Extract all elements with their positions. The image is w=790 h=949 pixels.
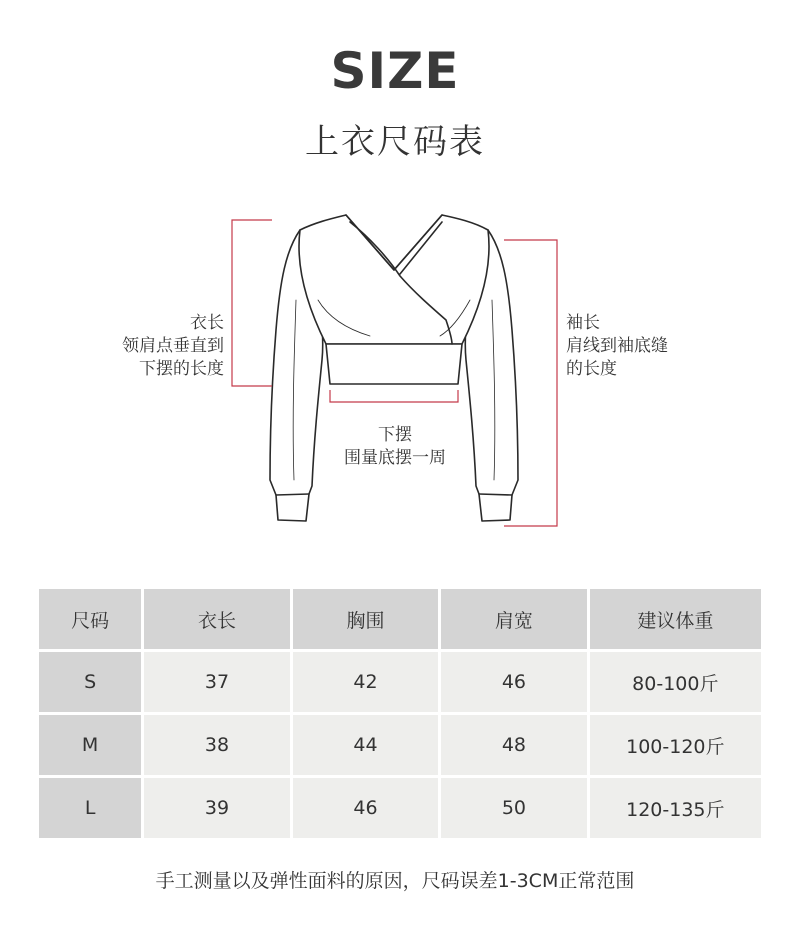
table-row bbox=[38, 777, 763, 840]
body-length-line-1: 衣长 bbox=[190, 313, 224, 333]
sleeve-length-line-3: 的长度 bbox=[566, 359, 617, 379]
table-row bbox=[38, 651, 763, 714]
hem-line-1: 下摆 bbox=[378, 425, 412, 445]
row-size: S bbox=[38, 651, 143, 714]
sleeve-length-line-2: 肩线到袖底缝 bbox=[566, 336, 668, 356]
page-subtitle: 上衣尺码表 bbox=[305, 122, 485, 162]
table-cell: 48 bbox=[440, 714, 588, 777]
right-cuff-line bbox=[479, 494, 512, 495]
table-cell: 37 bbox=[143, 651, 291, 714]
garment-body bbox=[299, 215, 489, 344]
row-size: M bbox=[38, 714, 143, 777]
table-cell: 38 bbox=[143, 714, 291, 777]
table-cell: 100-120斤 bbox=[588, 714, 762, 777]
table-cell: 50 bbox=[440, 777, 588, 840]
table-cell: 46 bbox=[440, 651, 588, 714]
hem-band bbox=[326, 344, 462, 384]
crop-top-illustration bbox=[270, 215, 518, 521]
sleeve-length-line-1: 袖长 bbox=[566, 313, 600, 333]
table-cell: 80-100斤 bbox=[588, 651, 762, 714]
body-length-bracket bbox=[232, 220, 272, 386]
table-cell: 39 bbox=[143, 777, 291, 840]
body-length-note bbox=[60, 312, 224, 381]
table-cell: 44 bbox=[291, 714, 439, 777]
header-weight: 建议体重 bbox=[588, 588, 762, 651]
table-row bbox=[38, 714, 763, 777]
measurement-footnote: 手工测量以及弹性面料的原因，尺码误差1-3CM正常范围 bbox=[155, 870, 635, 892]
row-size: L bbox=[38, 777, 143, 840]
left-cuff-line bbox=[276, 494, 309, 495]
body-length-line-3: 下摆的长度 bbox=[139, 359, 224, 379]
header-size: 尺码 bbox=[38, 588, 143, 651]
table-cell: 46 bbox=[291, 777, 439, 840]
table-header-row bbox=[38, 588, 763, 651]
sleeve-length-note bbox=[566, 312, 766, 381]
header-body-length: 衣长 bbox=[143, 588, 291, 651]
table-cell: 120-135斤 bbox=[588, 777, 762, 840]
page-title: SIZE bbox=[330, 42, 460, 100]
header-shoulder: 肩宽 bbox=[440, 588, 588, 651]
hem-bracket bbox=[330, 390, 458, 402]
hem-note bbox=[300, 424, 490, 470]
header-chest: 胸围 bbox=[291, 588, 439, 651]
body-length-line-2: 领肩点垂直到 bbox=[122, 336, 224, 356]
table-cell: 42 bbox=[291, 651, 439, 714]
hem-line-2: 围量底摆一周 bbox=[344, 448, 446, 468]
size-table bbox=[36, 586, 764, 841]
